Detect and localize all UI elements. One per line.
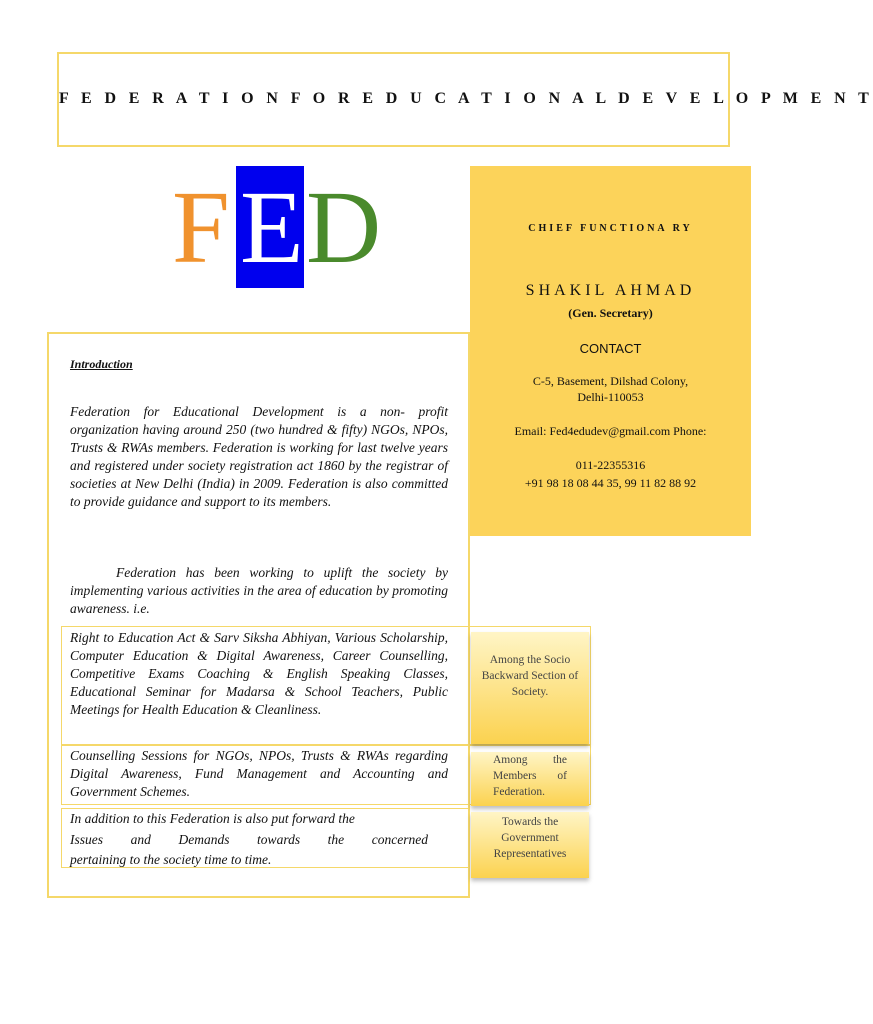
- fed-logo: [172, 166, 382, 290]
- side-tag-government: Towards the Government Representatives: [471, 812, 589, 878]
- side-tag-members: Among the Members of Federation.: [471, 752, 589, 806]
- activity-row-3-line-3: pertaining to the society time to time.: [70, 852, 272, 867]
- logo-letter-f: F: [172, 170, 230, 285]
- address-line-2: Delhi-110053: [577, 390, 644, 404]
- activity-row-2-text: Counselling Sessions for NGOs, NPOs, Trusts & RWAs regarding Digital Awareness, Fund Management and Accounting and Government Schemes.: [70, 748, 448, 799]
- email-line[interactable]: Email: Fed4edudev@gmail.com Phone:: [514, 424, 707, 438]
- contact-heading: CONTACT: [579, 341, 642, 356]
- logo-letter-e: E: [240, 170, 304, 285]
- side-tag-socio-backward: Among the Socio Backward Section of Society.: [471, 632, 589, 744]
- phone-line-2: +91 98 18 08 44 35, 99 11 82 88 92: [524, 476, 697, 490]
- activity-row-3-line-1: In addition to this Federation is also put forward the: [70, 811, 355, 826]
- activities-paragraph: Federation has been working to uplift the society by implementing various activities in the area of education by promoting awareness. i.e.: [70, 565, 448, 616]
- contact-name: SHAKIL AHMAD: [525, 282, 696, 299]
- contact-panel: [470, 166, 751, 536]
- chief-functionary-label: CHIEF FUNCTIONA RY: [528, 223, 693, 234]
- intro-paragraph: Federation for Educational Development is a non- profit organization having around 250 (two hundred & fifty) NGOs, NPOs, Trusts & RWAs members. Federation is working for last twelve years and registered under society registration act 1860 by the registrar of societies at New Delhi (India) in 2009. Federation is also committed to provide guidance and support to its members.: [70, 404, 448, 509]
- activity-row-3-line-2: Issues and Demands towards the concerned: [70, 832, 428, 847]
- phone-line-1: 011-22355316: [575, 458, 646, 472]
- logo-letter-d: D: [306, 170, 382, 285]
- address-line-1: C-5, Basement, Dilshad Colony,: [532, 374, 689, 388]
- intro-heading: Introduction: [70, 357, 133, 371]
- page-title: F E D E R A T I O N F O R E D U C A T I O N A L D E V E L O P M E N T: [59, 90, 873, 107]
- title-box: [57, 52, 873, 147]
- activity-row-1-text: Right to Education Act & Sarv Siksha Abhiyan, Various Scholarship, Computer Education & Digital Awareness, Career Counselling, Competitive Exams Coaching & English Speaking Classes, Educational Seminar for Madarsa & School Teachers, Public Meetings for Health Education & Cleanliness.: [70, 630, 448, 717]
- contact-role: (Gen. Secretary): [568, 306, 653, 320]
